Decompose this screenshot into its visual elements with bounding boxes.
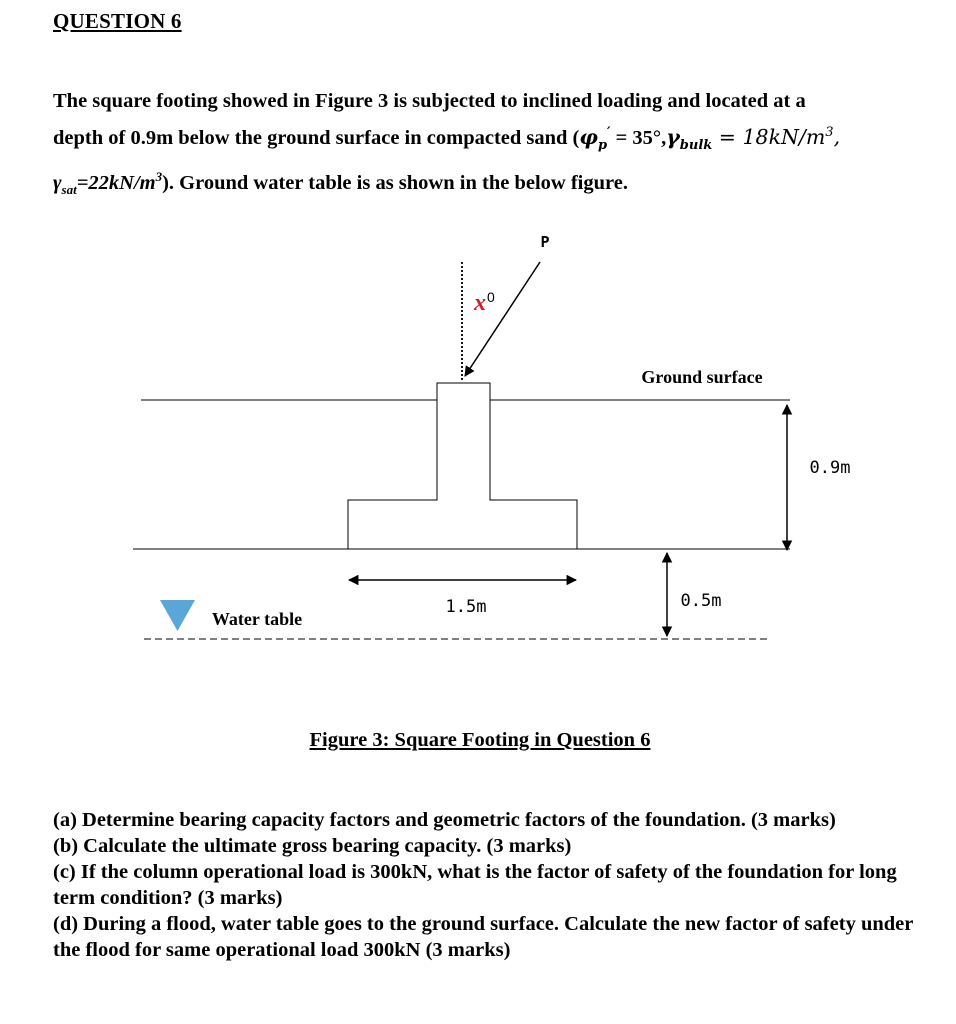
question-parts: [53, 807, 923, 963]
statement-line-2: depth of 0.9m below the ground surface in compacted sand ($\varphi_p' = 35^\circ,\gamma_{bulk} = 18kN/m^3$,: [53, 124, 841, 153]
problem-statement: [53, 86, 915, 205]
figure-caption: Figure 3: Square Footing in Question 6: [309, 729, 651, 751]
depth-label: 0.9m: [809, 458, 851, 478]
statement-line-3: $\gamma_{sat}=22kN/m^3$). Ground water table is as shown in the below figure.: [53, 168, 628, 197]
footing-outline: [348, 383, 577, 549]
water-depth-label: 0.5m: [680, 591, 722, 611]
question-heading: QUESTION 6: [53, 9, 182, 33]
question-part-d: (d) During a flood, water table goes to the ground surface. Calculate the new factor of safety under the flood for same operational load 300kN (3 marks): [53, 913, 913, 961]
phi-symbol: $\varphi_p'$: [579, 124, 611, 153]
gamma-bulk-value: = $18kN/m^3$,: [712, 124, 841, 149]
angle-label: $x^0$: [474, 289, 495, 316]
gamma-bulk-symbol: $\gamma_{bulk}$: [666, 124, 713, 153]
question-part-c: (c) If the column operational load is 300kN, what is the factor of safety of the foundation for long term condition? (3 marks): [53, 861, 897, 909]
width-label: 1.5m: [445, 597, 487, 617]
footing-figure: [0, 220, 956, 660]
gamma-sat-value: $=22kN/m^3$: [76, 168, 163, 194]
water-table-symbol: [160, 600, 195, 631]
question-part-a: (a) Determine bearing capacity factors and geometric factors of the foundation. (3 marks): [53, 809, 836, 831]
load-label: P: [540, 233, 550, 251]
ground-surface-label: Ground surface: [641, 367, 763, 387]
gamma-sat-symbol: $\gamma_{sat}$: [53, 171, 77, 197]
question-part-b: (b) Calculate the ultimate gross bearing capacity. (3 marks): [53, 835, 572, 857]
phi-value: = 35°,: [610, 126, 667, 149]
statement-line-1: The square footing showed in Figure 3 is subjected to inclined loading and located at a: [53, 90, 806, 112]
inclined-load-arrow: [465, 262, 540, 376]
water-table-label: Water table: [211, 609, 303, 629]
